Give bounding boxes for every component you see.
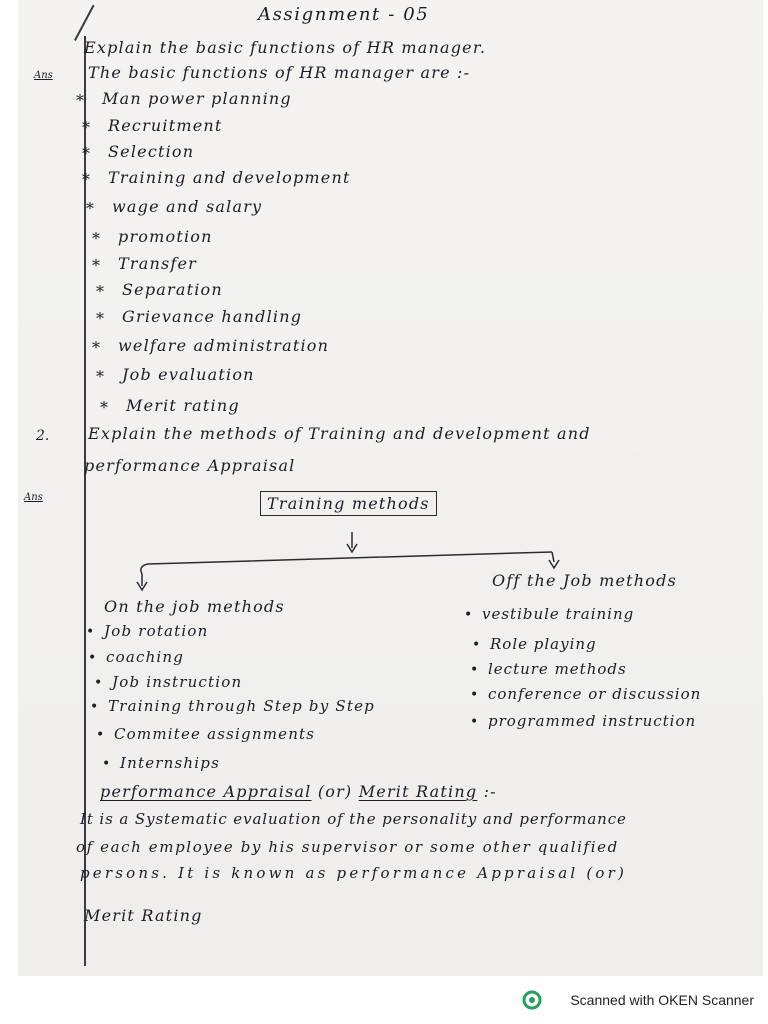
bullet-dot-icon: • (96, 727, 105, 743)
bullet-dot-icon: • (470, 687, 479, 703)
q1-answer-tag: Ans (34, 70, 53, 81)
on-job-method-item: Job rotation (104, 622, 209, 640)
asterisk-bullet-icon: * (92, 229, 100, 248)
asterisk-bullet-icon: * (96, 367, 104, 386)
bullet-dot-icon: • (470, 662, 479, 678)
asterisk-bullet-icon: * (82, 144, 90, 163)
off-job-method-item: Role playing (490, 635, 597, 653)
q2-answer-tag: Ans (24, 492, 43, 503)
asterisk-bullet-icon: * (96, 309, 104, 328)
asterisk-bullet-icon: * (82, 118, 90, 137)
q1-list-item: promotion (118, 227, 213, 246)
on-job-method-item: Training through Step by Step (108, 697, 375, 715)
appraisal-heading-part-a: performance Appraisal (100, 782, 312, 801)
bullet-dot-icon: • (470, 714, 479, 730)
q1-list-item: Grievance handling (122, 307, 303, 326)
appraisal-heading-or: (or) (317, 782, 353, 801)
appraisal-heading-part-b: Merit Rating (358, 782, 478, 801)
asterisk-bullet-icon: * (92, 256, 100, 275)
assignment-title: Assignment - 05 (258, 4, 430, 25)
q1-list-item: welfare administration (118, 336, 330, 355)
asterisk-bullet-icon: * (76, 91, 84, 110)
bullet-dot-icon: • (90, 699, 99, 715)
scanner-watermark-text: Scanned with OKEN Scanner (570, 992, 754, 1008)
q1-list-item: Recruitment (108, 116, 223, 135)
off-job-method-item: vestibule training (482, 605, 635, 623)
bullet-dot-icon: • (94, 675, 103, 691)
bullet-dot-icon: • (86, 624, 95, 640)
on-job-heading: On the job methods (104, 597, 285, 616)
definition-line-3: persons. It is known as performance Appraisal (or) (80, 864, 628, 882)
asterisk-bullet-icon: * (92, 338, 100, 357)
oken-scanner-logo-icon (522, 990, 542, 1010)
off-job-method-item: lecture methods (488, 660, 627, 678)
paper-sheet (18, 0, 763, 976)
asterisk-bullet-icon: * (96, 282, 104, 301)
on-job-method-item: Job instruction (112, 673, 243, 691)
q1-list-item: Job evaluation (122, 365, 255, 384)
definition-line-2: of each employee by his supervisor or some other qualified (76, 838, 619, 856)
on-job-method-item: Commitee assignments (114, 725, 316, 743)
definition-line-4: Merit Rating (84, 906, 203, 925)
on-job-method-item: coaching (106, 648, 185, 666)
off-job-heading: Off the Job methods (492, 571, 677, 590)
q2-number: 2. (36, 428, 50, 444)
q2-question-line1: Explain the methods of Training and development and (88, 424, 591, 443)
asterisk-bullet-icon: * (82, 170, 90, 189)
bullet-dot-icon: • (472, 637, 481, 653)
q1-list-item: Merit rating (126, 396, 240, 415)
training-methods-title: Training methods (267, 494, 430, 513)
q1-list-item: Separation (122, 280, 223, 299)
appraisal-heading (100, 782, 497, 801)
q1-list-item: Transfer (118, 254, 198, 273)
q1-list-item: Training and development (108, 168, 351, 187)
on-job-method-item: Internships (120, 754, 220, 772)
asterisk-bullet-icon: * (86, 199, 94, 218)
definition-line-1: It is a Systematic evaluation of the personality and performance (80, 810, 627, 828)
off-job-method-item: conference or discussion (488, 685, 702, 703)
q1-list-item: wage and salary (112, 197, 263, 216)
q1-intro: The basic functions of HR manager are :- (88, 63, 471, 82)
training-methods-box (260, 491, 437, 516)
appraisal-heading-suffix: :- (483, 782, 497, 801)
bullet-dot-icon: • (102, 756, 111, 772)
q2-question-line2: performance Appraisal (84, 456, 296, 475)
asterisk-bullet-icon: * (100, 398, 108, 417)
bullet-dot-icon: • (464, 607, 473, 623)
q1-question: Explain the basic functions of HR manager. (84, 38, 487, 57)
scanner-footer (0, 986, 768, 1024)
off-job-method-item: programmed instruction (488, 712, 697, 730)
bullet-dot-icon: • (88, 650, 97, 666)
q1-list-item: Man power planning (102, 89, 292, 108)
q1-list-item: Selection (108, 142, 195, 161)
